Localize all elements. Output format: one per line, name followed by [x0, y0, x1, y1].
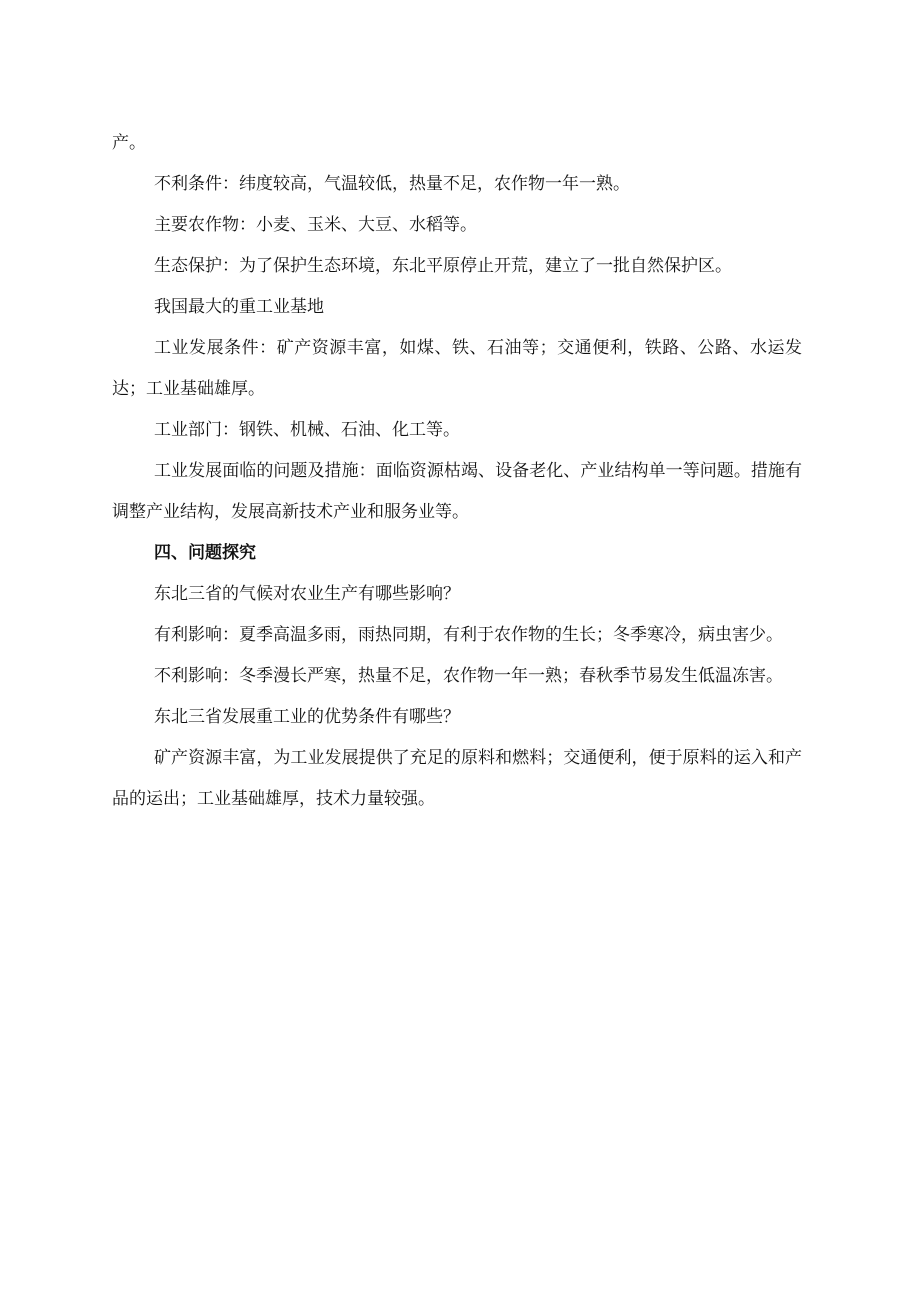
paragraph-ecological-protection: 生态保护：为了保护生态环境，东北平原停止开荒，建立了一批自然保护区。 — [154, 256, 732, 276]
paragraph-question-industry: 东北三省发展重工业的优势条件有哪些？ — [154, 707, 460, 727]
paragraph-favorable-effects: 有利影响：夏季高温多雨，雨热同期，有利于农作物的生长；冬季寒冷，病虫害少。 — [154, 625, 783, 645]
paragraph-answer-industry: 矿产资源丰富，为工业发展提供了充足的原料和燃料；交通便利，便于原料的运入和产品的运出；工业基础雄厚，技术力量较强。 — [112, 748, 802, 809]
paragraph-problems-measures: 工业发展面临的问题及措施：面临资源枯竭、设备老化、产业结构单一等问题。措施有调整产业结构，发展高新技术产业和服务业等。 — [112, 461, 802, 522]
section-heading-inquiry: 四、问题探究 — [154, 543, 256, 563]
document-body — [112, 123, 802, 820]
paragraph-heavy-industry-base: 我国最大的重工业基地 — [154, 297, 324, 317]
paragraph-industrial-sectors: 工业部门：钢铁、机械、石油、化工等。 — [154, 420, 460, 440]
paragraph-unfavorable-conditions: 不利条件：纬度较高，气温较低，热量不足，农作物一年一熟。 — [154, 174, 630, 194]
paragraph-main-crops: 主要农作物：小麦、玉米、大豆、水稻等。 — [154, 215, 477, 235]
paragraph-unfavorable-effects: 不利影响：冬季漫长严寒，热量不足，农作物一年一熟；春秋季节易发生低温冻害。 — [154, 666, 783, 686]
paragraph-question-climate: 东北三省的气候对农业生产有哪些影响？ — [154, 584, 460, 604]
paragraph-continuation: 产。 — [112, 133, 146, 153]
paragraph-industrial-conditions: 工业发展条件：矿产资源丰富，如煤、铁、石油等；交通便利，铁路、公路、水运发达；工业基础雄厚。 — [112, 338, 802, 399]
